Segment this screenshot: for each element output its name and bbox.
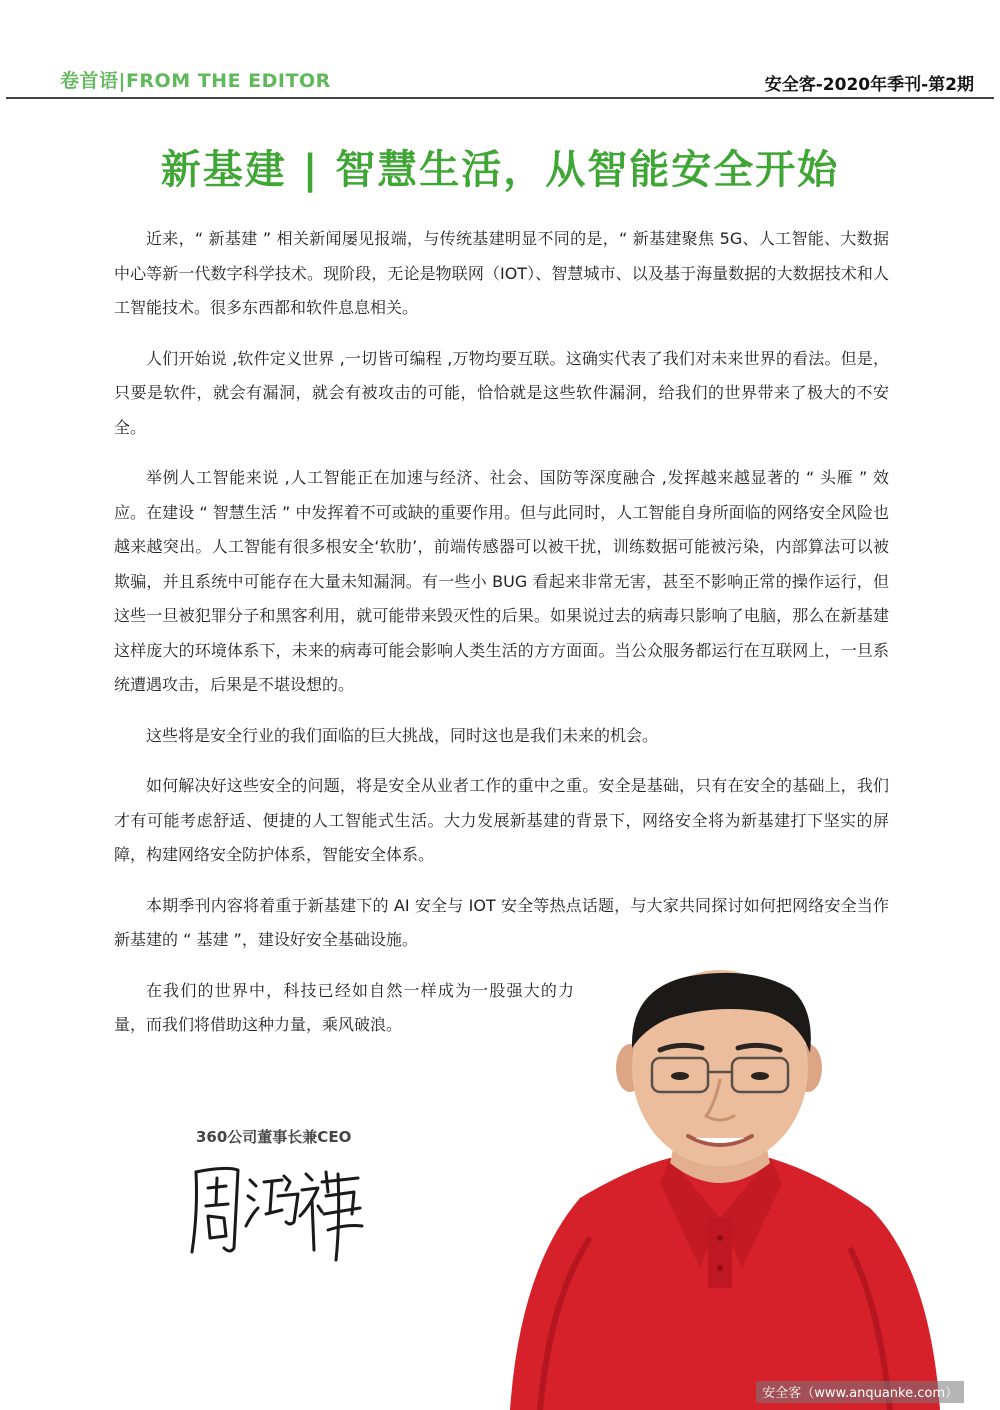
site-watermark: 安全客（www.anquanke.com）	[756, 1381, 964, 1403]
paragraph-1: 近来，“ 新基建 ” 相关新闻屡见报端，与传统基建明显不同的是，“ 新基建聚焦 5G、人工智能、大数据中心等新一代数字科学技术。现阶段，无论是物联网（IOT）、智慧城市、以及基于海量数据的大数据技术和人工智能技术。很多东西都和软件息息相关。	[114, 229, 889, 317]
article-body	[114, 222, 889, 1059]
header-divider	[6, 97, 994, 99]
paragraph-4: 这些将是安全行业的我们面临的巨大挑战，同时这也是我们未来的机会。	[146, 725, 659, 745]
ceo-portrait	[470, 968, 970, 1410]
paragraph-6: 本期季刊内容将着重于新基建下的 AI 安全与 IOT 安全等热点话题，与大家共同探讨如何把网络安全当作新基建的 “ 基建 ”，建设好安全基础设施。	[114, 895, 889, 949]
paragraph-3: 举例人工智能来说 ,人工智能正在加速与经济、社会、国防等深度融合 ,发挥越来越显著的 “ 头雁 ” 效应。在建设 “ 智慧生活 ” 中发挥着不可或缺的重要作用。但与此同时，人工智能自身所面临的网络安全风险也越来越突出。人工智能有很多根安全‘软肋’，前端传感器可以被干扰，训练数据可能被污染，内部算法可以被欺骗，并且系统中可能存在大量未知漏洞。有一些小 BUG 看起来非常无害，甚至不影响正常的操作运行，但这些一旦被犯罪分子和黑客利用，就可能带来毁灭性的后果。如果说过去的病毒只影响了电脑，那么在新基建这样庞大的环境体系下，未来的病毒可能会影响人类生活的方方面面。当公众服务都运行在互联网上，一旦系统遭遇攻击，后果是不堪设想的。	[114, 468, 889, 694]
section-label: 卷首语|FROM THE EDITOR	[60, 70, 331, 92]
paragraph-7: 在我们的世界中，科技已经如自然一样成为一股强大的力量，而我们将借助这种力量，乘风破浪。	[114, 980, 574, 1034]
author-title: 360公司董事长兼CEO	[196, 1128, 352, 1146]
paragraph-2: 人们开始说 ,软件定义世界 ,一切皆可编程 ,万物均要互联。这确实代表了我们对未来世界的看法。但是，只要是软件，就会有漏洞，就会有被攻击的可能，恰恰就是这些软件漏洞，给我们的世界带来了极大的不安全。	[114, 348, 889, 437]
issue-label: 安全客-2020年季刊-第2期	[764, 75, 974, 95]
handwritten-signature	[186, 1152, 366, 1267]
paragraph-5: 如何解决好这些安全的问题，将是安全从业者工作的重中之重。安全是基础，只有在安全的基础上，我们才有可能考虑舒适、便捷的人工智能式生活。大力发展新基建的背景下，网络安全将为新基建打下坚实的屏障，构建网络安全防护体系，智能安全体系。	[114, 776, 889, 864]
page-title: 新基建 | 智慧生活，从智能安全开始	[160, 147, 840, 193]
